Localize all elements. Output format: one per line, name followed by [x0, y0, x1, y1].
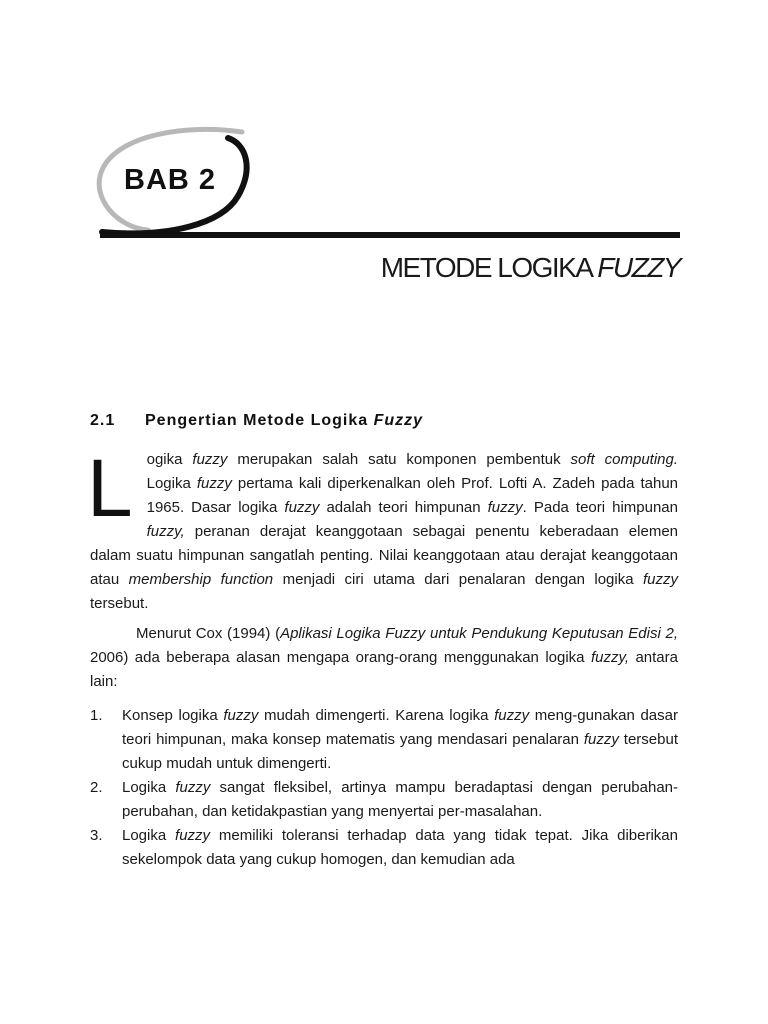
section-title-main: Pengertian Metode Logika	[145, 412, 374, 429]
section-heading	[90, 412, 423, 430]
chapter-title	[381, 252, 680, 284]
section-number: 2.1	[90, 412, 116, 429]
chapter-label: BAB 2	[124, 164, 217, 196]
paragraph-intro-text	[90, 451, 678, 612]
italic-term: fuzzy	[175, 827, 211, 844]
text-run: Logika	[122, 827, 176, 844]
text-run: 2006) ada beberapa alasan mengapa orang-orang menggunakan logika	[90, 649, 591, 666]
text-run: memiliki toleransi terhadap data yang tidak tepat. Jika diberikan sekelompok data yang cukup homogen, dan kemudian ada	[122, 827, 678, 868]
text-run: sangat fleksibel, artinya mampu beradaptasi dengan perubahan-perubahan, dan ketidakpastian yang menyertai per-masalahan.	[122, 779, 679, 820]
text-run: mudah dimengerti. Karena logika	[258, 707, 495, 724]
list-item-text	[122, 707, 678, 772]
reasons-list	[90, 704, 678, 872]
text-run: tersebut.	[90, 595, 149, 612]
list-item-text	[122, 827, 678, 868]
text-run: Konsep logika	[122, 707, 224, 724]
drop-cap: L	[87, 443, 133, 534]
text-run: merupakan salah satu komponen pembentuk	[227, 451, 571, 468]
text-run: Logika	[122, 779, 176, 796]
italic-term: fuzzy,	[146, 523, 185, 540]
text-run: menjadi ciri utama dari penalaran dengan logika	[273, 571, 643, 588]
text-run: Logika	[146, 475, 197, 492]
text-run: peranan derajat keanggotaan sebagai penentu keberadaan elemen dalam suatu himpunan sangatlah penting. Nilai keanggotaan atau derajat keanggotaan atau	[90, 523, 678, 588]
list-item	[90, 776, 678, 824]
italic-term: soft computing.	[570, 451, 679, 468]
text-run: meng-gunakan dasar teori himpunan, maka konsep matematis yang mendasari penalaran	[122, 707, 678, 748]
italic-term: fuzzy	[583, 731, 619, 748]
list-item	[90, 824, 678, 872]
list-item	[90, 704, 678, 776]
list-item-number: 3.	[90, 827, 103, 844]
paragraph-cox-text	[90, 625, 678, 690]
italic-term: fuzzy	[196, 475, 232, 492]
italic-term: fuzzy	[643, 571, 679, 588]
text-run: adalah teori himpunan	[319, 499, 488, 516]
chapter-divider	[100, 232, 680, 238]
list-item-number: 2.	[90, 779, 103, 796]
chapter-title-main: METODE LOGIKA	[380, 252, 598, 283]
italic-term: fuzzy	[192, 451, 228, 468]
list-item-text	[122, 779, 678, 820]
text-run: ogika	[146, 451, 193, 468]
list-item-number: 1.	[90, 707, 103, 724]
section-title-italic: Fuzzy	[373, 412, 424, 429]
paragraph-cox	[90, 622, 678, 694]
italic-term: fuzzy	[494, 707, 530, 724]
paragraph-intro	[87, 443, 679, 616]
text-run: pertama kali diperkenalkan oleh Prof. Lofti A. Zadeh pada tahun 1965. Dasar logika	[146, 475, 679, 516]
text-run: . Pada teori himpunan	[522, 499, 678, 516]
text-run: antara lain:	[90, 649, 678, 690]
italic-term: fuzzy	[223, 707, 259, 724]
italic-term: fuzzy	[175, 779, 211, 796]
italic-term: membership function	[128, 571, 274, 588]
text-run: Menurut Cox (1994) (	[136, 625, 281, 642]
italic-term: Aplikasi Logika Fuzzy untuk Pendukung Keputusan Edisi 2,	[280, 625, 678, 642]
italic-term: fuzzy	[284, 499, 320, 516]
text-run: tersebut cukup mudah untuk dimengerti.	[122, 731, 678, 772]
italic-term: fuzzy	[487, 499, 523, 516]
chapter-title-italic: FUZZY	[597, 252, 680, 283]
italic-term: fuzzy,	[590, 649, 630, 666]
